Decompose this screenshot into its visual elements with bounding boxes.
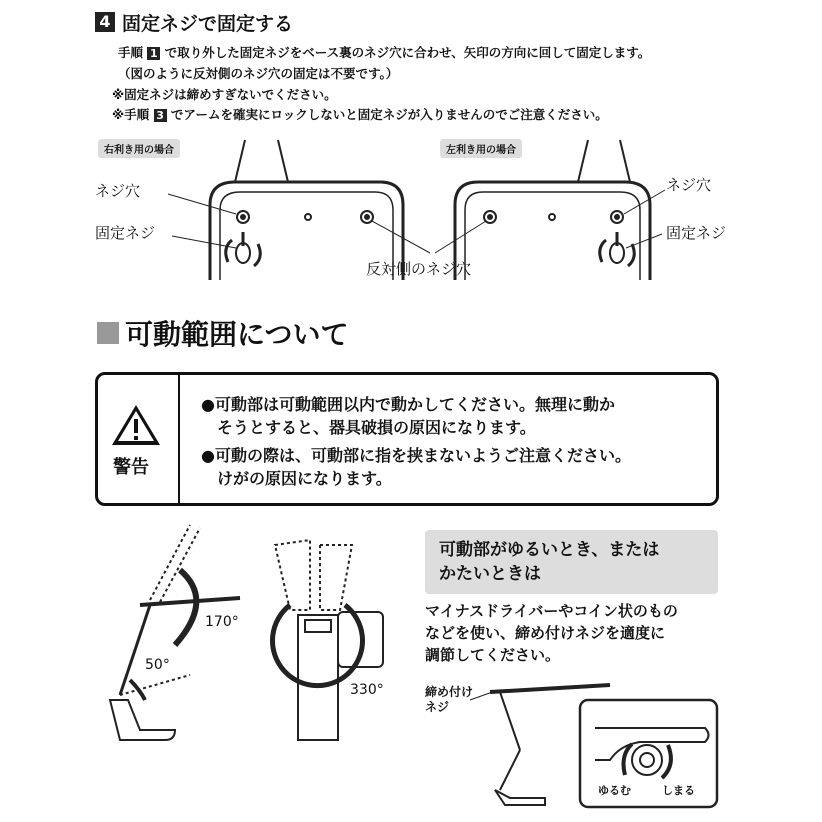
text: 締め付け bbox=[425, 685, 474, 699]
lamp-range-illustration bbox=[110, 525, 240, 740]
text: でアームを確実にロックしないと固定ネジが入りませんのでご注意ください。 bbox=[170, 107, 608, 122]
text: 可動部がゆるいとき、または bbox=[439, 540, 660, 560]
text: 手順 bbox=[118, 45, 144, 60]
warning-item-1 bbox=[201, 393, 615, 439]
left-hand-label: 左利き用の場合 bbox=[440, 139, 522, 158]
adjust-heading bbox=[425, 530, 718, 594]
adjust-body bbox=[425, 600, 678, 666]
screw-hole-label: ネジ穴 bbox=[95, 182, 141, 200]
warning-triangle-icon bbox=[112, 405, 160, 445]
text: 調節してください。 bbox=[425, 646, 561, 664]
text: けがの原因になります。 bbox=[217, 469, 392, 488]
text: ※手順 bbox=[112, 107, 150, 122]
note-1: ※固定ネジは締めすぎないでください。 bbox=[112, 87, 337, 102]
right-hand-label: 右利き用の場合 bbox=[98, 139, 180, 158]
angle-head: 170° bbox=[205, 614, 239, 630]
text: などを使い、締め付けネジを適度に bbox=[425, 624, 666, 642]
step-number: 4 bbox=[95, 12, 115, 32]
text: で取り外した固定ネジをベース裏のネジ穴に合わせ、矢印の方向に回して固定します。 bbox=[164, 45, 651, 60]
text: ●可動部は可動範囲以内で動かしてください。無理に動か bbox=[201, 395, 615, 414]
angle-arm: 50° bbox=[145, 657, 170, 673]
step-ref-3: 3 bbox=[154, 109, 167, 122]
tighten-label: しまる bbox=[662, 784, 695, 797]
text: そうとすると、器具破損の原因になります。 bbox=[217, 418, 536, 437]
lamp-small-illustration bbox=[470, 685, 610, 805]
text: マイナスドライバーやコイン状のもの bbox=[425, 602, 678, 620]
screw-hole-label-right: ネジ穴 bbox=[666, 176, 712, 194]
step-title: 固定ネジで固定する bbox=[122, 13, 294, 35]
tightening-screw-label bbox=[425, 685, 473, 715]
warning-label: 警告 bbox=[113, 457, 149, 478]
fixing-screw-label-right: 固定ネジ bbox=[666, 224, 727, 242]
warning-item-2 bbox=[201, 444, 631, 490]
loosen-label: ゆるむ bbox=[598, 784, 631, 797]
head-rotation-illustration bbox=[273, 540, 384, 740]
divider bbox=[178, 375, 180, 503]
section-marker bbox=[97, 322, 119, 344]
step-ref-1: 1 bbox=[147, 47, 160, 60]
opposite-hole-label: 反対側のネジ穴 bbox=[366, 260, 472, 278]
text: ネジ bbox=[425, 700, 450, 714]
warning-box bbox=[95, 372, 719, 506]
text: かたいときは bbox=[439, 564, 541, 584]
fixing-screw-label: 固定ネジ bbox=[95, 224, 156, 242]
section-title: 可動範囲について bbox=[125, 318, 349, 351]
text: ●可動の際は、可動部に指を挟まないようご注意ください。 bbox=[201, 446, 631, 465]
angle-rotate: 330° bbox=[350, 682, 384, 698]
step-instruction-2: （図のように反対側のネジ穴の固定は不要です。） bbox=[118, 66, 399, 81]
